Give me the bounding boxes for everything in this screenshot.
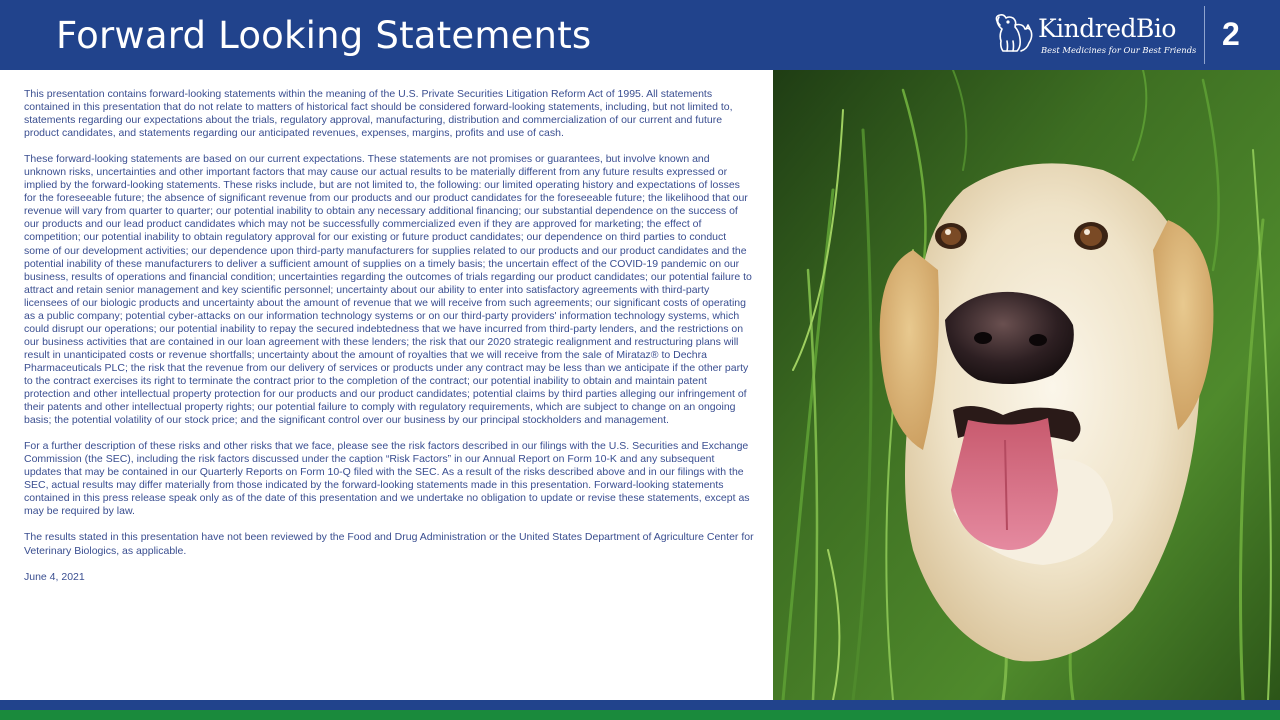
- paragraph-further-description: For a further description of these risks and other risks that we face, please see the risk factors described in our filings with the U.S. Securities and Exchange Commission (the SEC), including the risk factors discussed under the caption “Risk Factors” in our Annual Report on Form 10-K and any subsequent updates that may be contained in our Quarterly Reports on Form 10-Q filed with the SEC. As a result of the risks described above and in our filings with the SEC, actual results may differ materially from those indicated by the forward-looking statements made in this presentation. Forward-looking statements contained in this press release speak only as of the date of this presentation and we undertake no obligation to update or revise these statements, except as may be required by law.: [24, 440, 750, 518]
- paragraph-risks: These forward-looking statements are based on our current expectations. These statements are not promises or guarantees, but involve known and unknown risks, uncertainties and other important factors that may cause our actual results to be materially different from any future results expressed or implied by the forward-looking statements. These risks include, but are not limited to, the following: our limited operating history and expectations of losses for the foreseeable future; the absence of significant revenue from our products and our product candidates for the foreseeable future; the likelihood that our revenue will vary from quarter to quarter; our potential inability to obtain any necessary additional financing; our substantial dependence on the success of our products and our lead product candidates which may not be successfully commercialized even if they are approved for marketing; the effect of competition; our potential inability to obtain regulatory approval for our existing or future product candidates; our dependence on third parties to conduct some of our development activities; our dependence upon third-party manufacturers for supplies related to our products and our product candidates and the potential inability of these manufacturers to deliver a sufficient amount of supplies on a timely basis; the uncertain effect of the COVID-19 pandemic on our business, results of operations and financial condition; uncertainties regarding the outcomes of trials regarding our product candidates; our potential failure to attract and retain senior management and key scientific personnel; uncertainty about our ability to enter into satisfactory agreements with third-party licensees of our biologic products and uncertainty about the amount of revenue that we will receive from such agreements; our significant costs of operating as a public company; potential cyber-attacks on our information technology systems or on our third-party providers' information technology systems, which could disrupt our operations; our potential inability to repay the secured indebtedness that we have incurred from third-party lenders, and the restrictions on our business activities that are contained in our loan agreement with these lenders; the risk that our 2020 strategic realignment and restructuring plans will result in unanticipated costs or revenue shortfalls; uncertainty about the amount of royalties that we will receive from the sale of Mirataz® to Dechra Pharmaceuticals PLC; the risk that the revenue from our delivery of services or products under any contract may be less than we anticipate if the other party to the contract exercises its right to terminate the contract prior to the completion of the contract; our potential inability to obtain and maintain patent protection and other intellectual property protection for our products and our product candidates; potential claims by third parties alleging our infringement of their patents and other intellectual property rights; our potential failure to comply with regulatory requirements, which are subject to change on an ongoing basis; the potential volatility of our stock price; and the significant control over our business by our principal stockholders and management.: [24, 153, 752, 427]
- page-number: 2: [1222, 16, 1240, 52]
- footer-green-stripe: [0, 710, 1280, 720]
- golden-retriever-photo: [773, 70, 1280, 700]
- footer-blue-stripe: [0, 700, 1280, 710]
- logo-tagline: Best Medicines for Our Best Friends: [1041, 45, 1197, 55]
- paragraph-intro: This presentation contains forward-looking statements within the meaning of the U.S. Private Securities Litigation Reform Act of 1995. All statements contained in this presentation that do not relate to matters of historical fact should be considered forward-looking statements, including, but not limited to, statements regarding our expectations about the trials, regulatory approval, manufacturing, distribution and commercialization of our current and future product candidates, and statements regarding our anticipated revenues, expenses, margins, profits and use of cash.: [24, 88, 733, 140]
- header-divider: [1204, 6, 1205, 64]
- paragraph-review-disclaimer: The results stated in this presentation have not been reviewed by the Food and Drug Administration or the United States Department of Agriculture Center for Veterinary Biologics, as applicable.: [24, 531, 754, 557]
- presentation-date: June 4, 2021: [24, 570, 85, 583]
- dog-and-cat-outline-icon: [993, 13, 1037, 53]
- header-bar: [0, 0, 1280, 70]
- kindredbio-logo: [990, 12, 1197, 56]
- page-title: Forward Looking Statements: [56, 14, 592, 57]
- logo-brand-name: KindredBio: [1038, 14, 1176, 43]
- statement-body: [24, 88, 754, 584]
